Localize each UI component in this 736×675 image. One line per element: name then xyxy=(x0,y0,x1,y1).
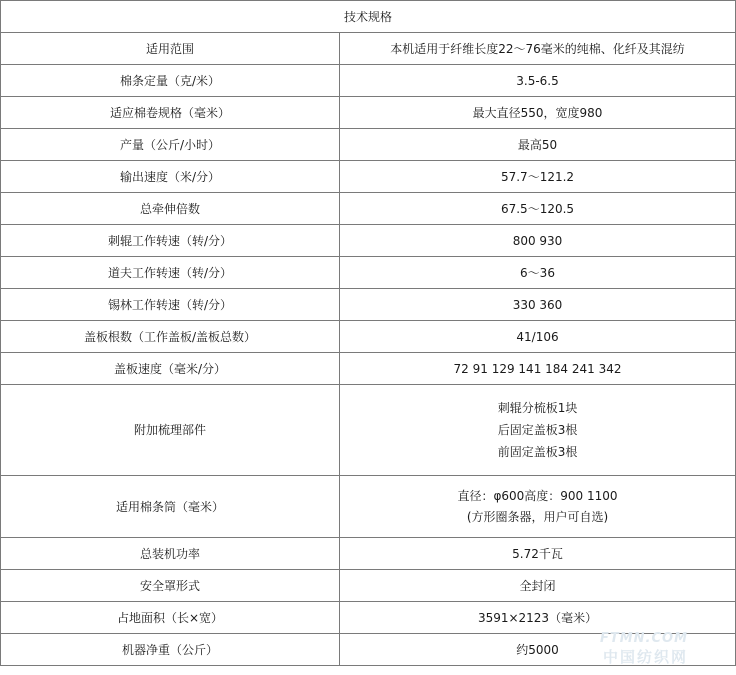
row-label: 输出速度（米/分） xyxy=(1,161,340,193)
row-value: 最大直径550，宽度980 xyxy=(340,97,736,129)
table-row xyxy=(1,385,736,476)
row-value: 最高50 xyxy=(340,129,736,161)
row-value: 72 91 129 141 184 241 342 xyxy=(340,353,736,385)
table-row xyxy=(1,33,736,65)
value-line: 刺辊分梳板1块 xyxy=(497,401,578,415)
row-label: 总牵伸倍数 xyxy=(1,193,340,225)
value-line: 直径：φ600高度：900 1100 xyxy=(457,489,618,503)
row-value-multiline xyxy=(340,385,736,476)
row-label: 棉条定量（克/米） xyxy=(1,65,340,97)
table-row xyxy=(1,538,736,570)
table-row xyxy=(1,602,736,634)
row-value: 约5000 xyxy=(340,634,736,666)
row-value-multiline xyxy=(340,476,736,538)
row-value: 3591×2123（毫米） xyxy=(340,602,736,634)
table-title: 技术规格 xyxy=(1,1,736,33)
table-row xyxy=(1,193,736,225)
row-label: 占地面积（长×宽） xyxy=(1,602,340,634)
table-row xyxy=(1,65,736,97)
table-row xyxy=(1,353,736,385)
row-label: 产量（公斤/小时） xyxy=(1,129,340,161)
row-label: 刺辊工作转速（转/分） xyxy=(1,225,340,257)
row-value: 5.72千瓦 xyxy=(340,538,736,570)
value-line: 前固定盖板3根 xyxy=(497,445,578,459)
watermark-domain: FTMN.COM xyxy=(599,631,688,646)
row-label: 道夫工作转速（转/分） xyxy=(1,257,340,289)
row-label: 适用范围 xyxy=(1,33,340,65)
table-row xyxy=(1,225,736,257)
table-row xyxy=(1,570,736,602)
table-row xyxy=(1,634,736,666)
table-row xyxy=(1,289,736,321)
row-value: 800 930 xyxy=(340,225,736,257)
row-value: 本机适用于纤维长度22～76毫米的纯棉、化纤及其混纺 xyxy=(340,33,736,65)
row-label: 锡林工作转速（转/分） xyxy=(1,289,340,321)
row-value: 全封闭 xyxy=(340,570,736,602)
row-label: 适应棉卷规格（毫米） xyxy=(1,97,340,129)
row-value: 67.5～120.5 xyxy=(340,193,736,225)
row-value: 57.7～121.2 xyxy=(340,161,736,193)
row-value: 41/106 xyxy=(340,321,736,353)
value-line: (方形圈条器，用户可自选) xyxy=(466,510,609,524)
row-label: 盖板根数（工作盖板/盖板总数） xyxy=(1,321,340,353)
row-label: 总装机功率 xyxy=(1,538,340,570)
table-row xyxy=(1,129,736,161)
watermark-site-name: 中国纺织网 xyxy=(602,648,688,666)
row-label: 盖板速度（毫米/分） xyxy=(1,353,340,385)
value-line: 后固定盖板3根 xyxy=(497,423,578,437)
row-label: 附加梳理部件 xyxy=(1,385,340,476)
table-row xyxy=(1,161,736,193)
row-label: 安全罩形式 xyxy=(1,570,340,602)
table-row xyxy=(1,97,736,129)
table-row xyxy=(1,257,736,289)
table-row xyxy=(1,476,736,538)
row-label: 适用棉条筒（毫米） xyxy=(1,476,340,538)
table-title-row xyxy=(1,1,736,33)
row-value: 330 360 xyxy=(340,289,736,321)
table-row xyxy=(1,321,736,353)
row-value: 6～36 xyxy=(340,257,736,289)
row-label: 机器净重（公斤） xyxy=(1,634,340,666)
row-value: 3.5-6.5 xyxy=(340,65,736,97)
